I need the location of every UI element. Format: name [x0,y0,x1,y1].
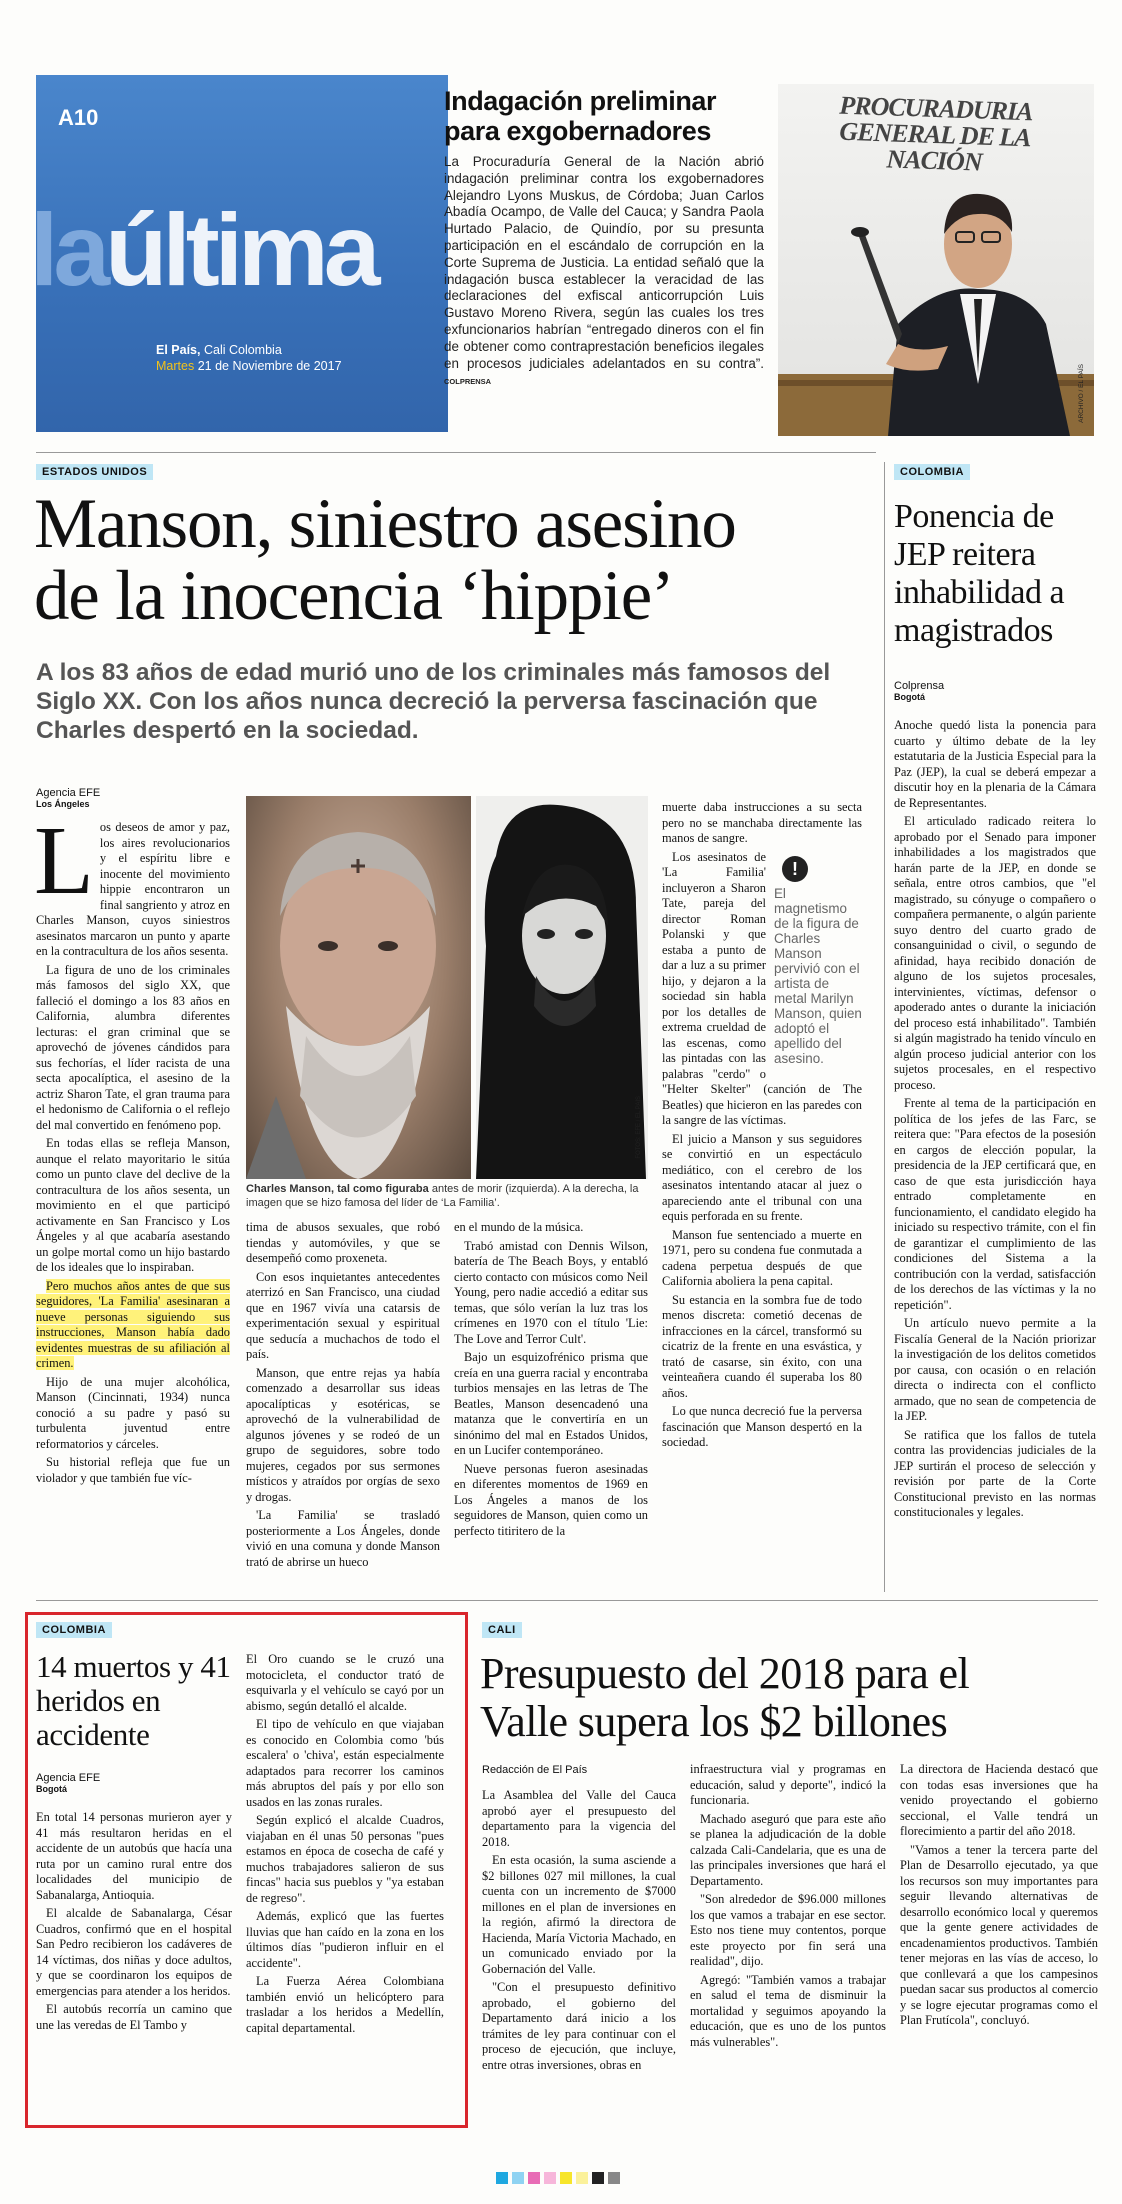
budget-col2 [690,1762,886,2053]
manson-deck: A los 83 años de edad murió uno de los criminales más famosos del Siglo XX. Con los años nunca decreció la perversa fascinación que Charles despertó en la sociedad. [36,659,831,744]
accident-paragraph: La Fuerza Aérea Colombiana también envió un helicóptero para trasladar a los heridos a Medellín, capital departamental. [246,1974,444,2035]
divider [36,452,876,453]
agency: Agencia EFE [36,787,101,799]
manson-paragraph: muerte daba instrucciones a su secta pero no se manchaba directamente las manos de sangre. [662,800,862,845]
manson-headline-line1: Manson, siniestro asesino [34,485,736,563]
accident-paragraph: El alcalde de Sabanalarga, César Cuadros, confirmó que en el hospital San Pedro recibieron los cadáveres de 14 víctimas, dos niñas y doce adultos, y que se coordinaron los equipos de emergencias para atender a los heridos. [36,1906,232,1998]
location: Bogotá [36,1784,67,1794]
color-swatch [544,2172,556,2184]
budget-paragraph: En esta ocasión, la suma asciende a $2 billones 027 mil millones, la cual cuenta con un incremento de $7000 millones en el plan de inversiones en la región, afirmó la directora de Hacienda, María Victoria Machado, en un comunicado enviado por la Gobernación del Valle. [482,1853,676,1976]
jep-byline [894,680,1094,702]
manson-headline [34,485,884,635]
accident-paragraph: El tipo de vehículo en que viajaban es conocido en Colombia como 'bús escalera' o 'chiva', están especialmente adaptados para recorrer los caminos más abruptos del país y por ello son usados en las zonas rurales. [246,1717,444,1809]
accident-paragraph: El autobús recorría un camino que une las veredas de El Tambo y [36,2002,232,2032]
manson-paragraph: Bajo un esquizofrénico prisma que creía en una guerra racial y encontraba turbios mensajes en las letras de The Beatles, Manson desencadenó una matanza que le convertiría en un sinónimo del mal en Estados Unidos, en un Lucifer contemporáneo. [454,1350,648,1457]
budget-paragraph: "Vamos a tener la tercera parte del Plan de Desarrollo ejecutado, ya que los recursos son muy importantes para seguir llevando alternativas de desarrollo económico local y queremos que la gente genere actividades de encadenamientos productivos. También tener mejoras en las vías de acceso, lo que conllevará a que los campesinos puedan sacar sus productos al comercio y se logre ejecutar programas como el Plan Frutícola", concluyó. [900,1842,1098,2027]
manson-byline [36,787,236,809]
color-swatch [576,2172,588,2184]
divider [36,1600,1098,1601]
manson-paragraph: Manson, que entre rejas ya había comenzado a desarrollar sus ideas apocalípticas y esotéricas, se aprovechó de la vulnerabilidad de algunos jóvenes y se rodeó de un grupo de seguidores, sobre todo mujeres, cegados por sus sermones místicos y atraídos por orgías de sexo y drogas. [246,1365,440,1504]
manson-col2 [246,1220,440,1573]
manson-photo-recent [246,796,471,1179]
manson-paragraph: En todas ellas se refleja Manson, aunque el relato mayoritario le sitúa como un punto clave del declive de la contracultura de los años sesenta, un movimiento en el que participó activamente en San Francisco y Los Ángeles y al que acabaría asestando un golpe mortal como un hijo bastardo de los ideales que lo inspiraban. [36,1136,230,1274]
accident-paragraph: Además, explicó que las fuertes lluvias que han caído en la zona en los últimos días "pudieron influir en el accidente". [246,1909,444,1970]
agency: Agencia EFE [36,1772,101,1784]
manson-highlighted-paragraph [36,1279,230,1372]
manson-headline-line2: de la inocencia ‘hippie’ [34,557,674,635]
jep-body [894,718,1096,1524]
budget-col1 [482,1788,676,2076]
manson-col3 [454,1220,648,1542]
photo-credit: ARCHIVO / EL PAÍS [1078,364,1085,423]
accident-byline [36,1772,226,1794]
photo-sign: PROCURADURIA GENERAL DE LA NACIÓN [838,90,1033,177]
color-swatch [560,2172,572,2184]
weekday: Martes [156,359,195,373]
dropcap: L [34,807,94,915]
manson-portrait-illustration [246,796,471,1179]
highlight-text: Pero muchos años antes de que sus seguidores, 'La Familia' asesinaran a nueve personas siguiendo sus instrucciones, Manson había dado evidentes muestras de su afiliación al crimen. [36,1278,230,1370]
budget-paragraph: "Son alrededor de $96.000 millones los que vamos a trabajar en ese sector. Esto nos tiene muy contentos, porque este proyecto por fin será una realidad", dijo. [690,1892,886,1968]
budget-paragraph: La directora de Hacienda destacó que con todas esas inversiones que ha venido proyectando el gobierno seccional, el Valle tendrá un florecimiento a partir del año 2018. [900,1762,1098,1838]
top-story-credit: COLPRENSA [444,377,492,387]
manson-paragraph: tima de abusos sexuales, que robó tiendas y automóviles, y que se desempeñó como proxeneta. [246,1220,440,1265]
manson-paragraph: Lo que nunca decreció fue la perversa fascinación que Manson despertó en la sociedad. [662,1404,862,1449]
alert-icon: ! [782,856,808,882]
jep-paragraph: El articulado radicado reitera lo aprobado por el Senado para imponer inhabilidades a los magistrados que harán parte de la JEP, en donde se señala, entre otros cambios, que "el magistrado, su cónyuge o compañero o compañera permanente, o algún pariente suyo dentro del cuarto grado de consanguinidad o civil, o segundo de afinidad, haya recibido donación de alguno de los sujetos procesales, intervinientes, víctimas, defensor o apoderado antes o durante la iniciación del proceso está inhabilitado". También si algún magistrado ha tenido vínculo en algún proceso judicial anterior con los sujetos procesales, en el respectivo proceso. [894,814,1096,1092]
location: Los Ángeles [36,799,90,809]
manson-paragraph: en el mundo de la música. [454,1220,584,1234]
budget-paragraph: "Con el presupuesto definitivo aprobado, el gobierno del Departamento dará inicio a los trámites de ley para continuar con el proceso de ejecución, que incluye, entre otras inversiones, obras en [482,1980,676,2072]
accident-paragraph: El Oro cuando se le cruzó una motocicleta, el conductor trató de esquivarla y el vehículo se cayó por un abismo, según detalló el alcalde. [246,1652,444,1713]
masthead-panel [30,75,448,432]
manson-col1 [34,807,230,1489]
accident-col2 [246,1652,444,2039]
budget-headline-line1: Presupuesto del 2018 para el [480,1649,970,1698]
agency: Colprensa [894,680,945,692]
manson-photo-caption [246,1182,648,1210]
manson-col4 [662,800,862,1454]
brand-logo-part1: la [30,193,106,307]
masthead-date-line [156,359,342,373]
accident-headline: 14 muertos y 41 heridos en accidente [36,1649,231,1752]
accident-paragraph: Según explicó el alcalde Cuadros, viajaban en él unas 50 personas "pues estamos en época de cosecha de café y muchos trabajadores salieron de sus fincas" hacia sus pueblos y "ya estaban de regreso". [246,1813,444,1905]
manson-1969-illustration [476,796,648,1179]
divider [884,462,885,1592]
accident-col1 [36,1810,232,2036]
budget-col3 [900,1762,1098,2032]
masthead-city-line [156,343,282,357]
location: Bogotá [894,692,925,702]
brand-logo [30,195,375,305]
budget-headline-line2: Valle supera los $2 billones [480,1697,948,1746]
color-swatch [608,2172,620,2184]
jep-paragraph: Anoche quedó lista la ponencia para cuarto y último debate de la ley estatutaria de la Justicia Especial para la Paz (JEP), la cual se deberá empezar a discutir hoy en la plenaria de la Cámara de Representantes. [894,718,1096,810]
manson-paragraph: Su historial refleja que fue un violador y que también fue víc- [36,1455,230,1485]
top-story-text: La Procuraduría General de la Nación abrió indagación preliminar contra los exgobernadores Alejandro Lyons Muskus, de Córdoba; Juan Carlos Abadía Ocampo, de Valle del Cauca; y Sandra Paola Hurtado Palacio, de Quindío, por su presunta participación en el escándalo de corrupción en la Corte Suprema de Justicia. La entidad señaló que la indagación busca establecer la veracidad de las declaraciones del exfiscal anticorrupción Luis Gustavo Moreno Rivera, según las cuales los tres exfuncionarios habrían “entregado dineros con el fin de obtener como contraprestación beneficios ilegales en procesos judiciales adelantados en su contra”. [444,154,764,371]
manson-sidebar [774,856,862,1066]
budget-headline [480,1650,1100,1746]
section-tag-colombia: COLOMBIA [36,1622,112,1638]
procuraduria-photo [778,84,1094,436]
section-tag-colombia: COLOMBIA [894,464,970,480]
brand-logo-part2: última [105,193,376,307]
caption-text: antes de morir (izquierda). A la derecha, la imagen que se hizo famosa del líder de ‘La Familia’. [246,1183,639,1209]
manson-paragraph: Manson fue sentenciado a muerte en 1971, pero su condena fue conmutada a cadena perpetua después de que California aboliera la pena capital. [662,1227,862,1288]
page-number: A10 [58,105,99,130]
color-swatch [592,2172,604,2184]
budget-paragraph: La Asamblea del Valle del Cauca aprobó ayer el presupuesto del departamento para la vigencia del 2018. [482,1788,676,1849]
caption-bold: Charles Manson, tal como figuraba [246,1183,429,1195]
jep-headline: Ponencia de JEP reitera inhabilidad a magistrados [894,498,1065,649]
jep-paragraph: Un artículo nuevo permite a la Fiscalía General de la Nación priorizar la investigación de los delitos cometidos por causa, con ocasión o en relación directa o indirecta con el conflicto armado, que no sean de competencia de la JEP. [894,1316,1096,1423]
budget-paragraph: Machado aseguró que para este año se planea la adjudicación de la doble calzada Cali-Candelaria, que es una de las principales inversiones que hará el Departamento. [690,1811,886,1888]
manson-lead: os deseos de amor y paz, los aires revolucionarios y el espíritu libre e inocente del movimiento hippie encontraron un final sangriento y atroz en Charles Manson, cuyos siniestros asesinatos marcaron un punto y aparte en la contracultura de los años sesenta. [36,820,230,958]
accident-paragraph: En total 14 personas murieron ayer y 41 más resultaron heridas en el accidente de un autobús que hacía una ruta por un camino rural entre dos localidades del municipio de Sabanalarga, Antioquia. [36,1810,232,1902]
color-swatch [496,2172,508,2184]
color-swatch [528,2172,540,2184]
photo-illustration [778,84,1094,436]
city-name: Cali Colombia [203,343,282,357]
manson-photo-1969 [476,796,648,1179]
top-story-body [444,154,764,391]
jep-paragraph: Frente al tema de la participación en política de los jefes de las Farc, se reitera que: "Para efectos de la posesión en cargos de elección popular, la presidencia de la JEP certificará que, en caso de que esta jurisdicción haya entrado completamente en funcionamiento, el candidato elegido ha iniciado su respectivo trámite, con el fin de garantizar el cumplimiento de las condiciones del Sistema a la contribución con la verdad, satisfacción de los derechos de las víctimas y la no repetición". [894,1096,1096,1312]
manson-photo-credit: FOTOS: EFE / EL PAÍS [636,1096,642,1159]
budget-paragraph: Agregó: "También vamos a trabajar en salud el tema de disminuir la mortalidad y seguimos apoyando la educación, que es uno de los puntos más vulnerables". [690,1972,886,2049]
budget-byline: Redacción de El País [482,1764,588,1776]
top-story-title: Indagación preliminar para exgobernadores [444,86,717,146]
manson-paragraph: Los asesinatos de 'La Familia' incluyeron a Sharon Tate, pareja del director Roman Polanski y que estaba a punto de dar a luz a su primer hijo, y dejaron a la sociedad sin habla por los detalles de extrema crueldad de las escenas, como las pintadas con las palabras "cerdo" o "Helter Skelter" (canción de The Beatles) que hicieron en las paredes con la sangre de las víctimas. [662,849,862,1127]
budget-paragraph: infraestructura vial y programas en educación, salud y deporte", indicó la funcionaria. [690,1762,886,1807]
manson-paragraph: Con esos inquietantes antecedentes aterrizó en San Francisco, una ciudad que en 1967 vivía una catarsis de experimentación sexual y espiritual que seducía a muchachos de todo el país. [246,1269,440,1361]
sidebar-text: El magnetismo de la figura de Charles Manson pervivió con el artista de metal Marilyn Manson, quien adoptó el apellido del asesino. [774,885,862,1066]
manson-paragraph: Hijo de una mujer alcohólica, Manson (Cincinnati, 1934) nunca conoció a su padre y pasó su turbulenta juventud entre reformatorios y cárceles. [36,1374,230,1451]
manson-paragraph: Trabó amistad con Dennis Wilson, batería de The Beach Boys, y entabló cierto contacto con músicos como Neil Young, pero nadie accedió a editar sus temas, que sólo verían la luz tras los crímenes en 1970 con el título 'Lie: The Love and Terror Cult'. [454,1238,648,1346]
section-tag-cali: CALI [482,1622,522,1638]
manson-paragraph: Su estancia en la sombra fue de todo menos discreta: cometió decenas de infracciones en la cárcel, transformó su cicatriz de la frente en una esvástica, y trató de casarse, sin éxito, con una veinteañera cuando él superaba los 80 años. [662,1292,862,1400]
date: 21 de Noviembre de 2017 [197,359,342,373]
manson-paragraph: Nueve personas fueron asesinadas en diferentes momentos de 1969 en Los Ángeles a manos de los seguidores de Manson, quien como un perfecto titiritero de la [454,1461,648,1538]
color-registration-bar [496,2172,624,2184]
manson-paragraph: 'La Familia' se trasladó posteriormente a Los Ángeles, donde vivió en una comuna y donde Manson trató de abrirse un hueco [246,1508,440,1569]
manson-paragraph: La figura de uno de los criminales más famosos del siglo XX, que falleció el domingo a los 83 años en California, alumbra diferentes lecturas: el gran criminal que se aprovechó de jóvenes cándidos para sus fechorías, el líder racista de una secta apocalíptica, el asesino de la actriz Sharon Tate, el gran trauma para el hedonismo de California o el reflejo del mal convertido en fenómeno pop. [36,962,230,1132]
jep-paragraph: Se ratifica que los fallos de tutela contra las providencias judiciales de la JEP surtirán el proceso de selección y revisión por parte de la Corte Constitucional previsto en las normas constitucionales y legales. [894,1427,1096,1519]
section-tag-estados-unidos: ESTADOS UNIDOS [36,464,153,480]
newspaper-name: El País, [156,343,201,357]
manson-paragraph: El juicio a Manson y sus seguidores se convirtió en un espectáculo mediático, con el cerebro de los asesinatos intentando atacar al juez o apareciendo ante el tribunal con una equis perforada en su frente. [662,1131,862,1223]
color-swatch [512,2172,524,2184]
